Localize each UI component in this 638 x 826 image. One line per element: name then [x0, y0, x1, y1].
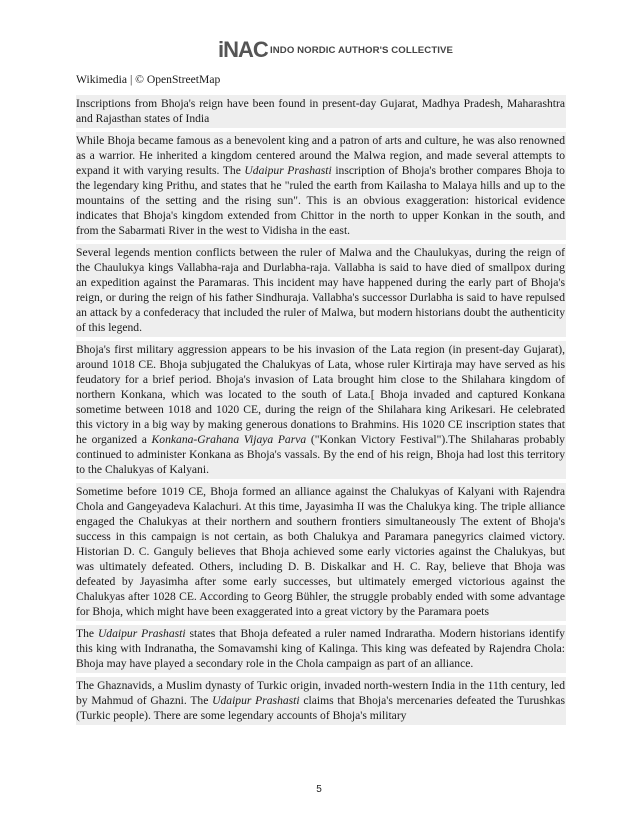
map-caption: Inscriptions from Bhoja's reign have been found in present-day Gujarat, Madhya Pradesh, Maharashtra and Rajasthan states of India	[76, 95, 566, 128]
body-paragraph: Several legends mention conflicts between the ruler of Malwa and the Chaulukyas, during the reign of the Chaulukya kings Vallabha-raja and Durlabha-raja. Vallabha is said to have died of smallpox during an expedition against the Paramaras. This incident may have happened during the early part of Bhoja's reign, or during the reign of his father Sindhuraja. Vallabha's successor Durlabha is said to have repulsed an attack by a confederacy that included the ruler of Malwa, but modern historians doubt the authenticity of this legend.	[76, 244, 566, 337]
body-paragraph: Bhoja's first military aggression appears to be his invasion of the Lata region (in present-day Gujarat), around 1018 CE. Bhoja subjugated the Chalukyas of Lata, whose ruler Kirtiraja may have served as his feudatory for a brief period. Bhoja's invasion of Lata brought him close to the Shilahara kingdom of northern Konkana, which was located to the south of Lata.[ Bhoja invaded and captured Konkana sometime between 1018 and 1020 CE, during the reign of the Shilahara king Arikesari. He celebrated this victory in a big way by making generous donations to Brahmins. His 1020 CE inscription states that he organized a Konkana-Grahana Vijaya Parva ("Konkan Victory Festival").The Shilaharas probably continued to administer Konkana as Bhoja's vassals. By the end of his reign, Bhoja had lost this territory to the Chalukyas of Kalyani.	[76, 341, 566, 479]
page-body	[76, 71, 566, 729]
publisher-header	[0, 36, 638, 66]
body-paragraph: The Udaipur Prashasti states that Bhoja defeated a ruler named Indraratha. Modern historians identify this king with Indranatha, the Somavamshi king of Kalinga. This king was defeated by Rajendra Chola: Bhoja may have played a secondary role in the Chola campaign as part of an alliance.	[76, 625, 566, 673]
page-number: 5	[316, 784, 322, 795]
body-paragraph: The Ghaznavids, a Muslim dynasty of Turkic origin, invaded north-western India in the 11th century, led by Mahmud of Ghazni. The Udaipur Prashasti claims that Bhoja's mercenaries defeated the Turushkas (Turkic people). There are some legendary accounts of Bhoja's military	[76, 677, 566, 725]
inac-logo-icon: iNAC	[218, 37, 268, 62]
image-credit: Wikimedia | © OpenStreetMap	[76, 73, 221, 86]
body-paragraph: While Bhoja became famous as a benevolent king and a patron of arts and culture, he was also renowned as a warrior. He inherited a kingdom centered around the Malwa region, and made several attempts to expand it with varying results. The Udaipur Prashasti inscription of Bhoja's brother compares Bhoja to the legendary king Prithu, and states that he "ruled the earth from Kailasha to Malaya hills and up to the mountains of the setting and the rising sun". This is an obvious exaggeration: historical evidence indicates that Bhoja's kingdom extended from Chittor in the north to upper Konkan in the south, and from the Sabarmati River in the west to Vidisha in the east.	[76, 132, 566, 240]
body-paragraph: Sometime before 1019 CE, Bhoja formed an alliance against the Chalukyas of Kalyani with Rajendra Chola and Gangeyadeva Kalachuri. At this time, Jayasimha II was the Chalukya king. The triple alliance engaged the Chalukyas at their northern and southern frontiers simultaneously The extent of Bhoja's success in this campaign is not certain, as both Chalukya and Paramara panegyrics claimed victory. Historian D. C. Ganguly believes that Bhoja achieved some early victories against the Chalukyas, but was ultimately defeated. Others, including D. B. Diskalkar and H. C. Ray, believe that Bhoja was defeated by Jayasimha after some early successes, but ultimately emerged victorious against the Chalukyas after 1028 CE. According to Georg Bühler, the struggle probably ended with some advantage for Bhoja, which might have been exaggerated into a great victory by the Paramara poets	[76, 483, 566, 621]
publisher-name: INDO NORDIC AUTHOR'S COLLECTIVE	[270, 45, 454, 56]
body-paragraphs	[76, 132, 566, 725]
